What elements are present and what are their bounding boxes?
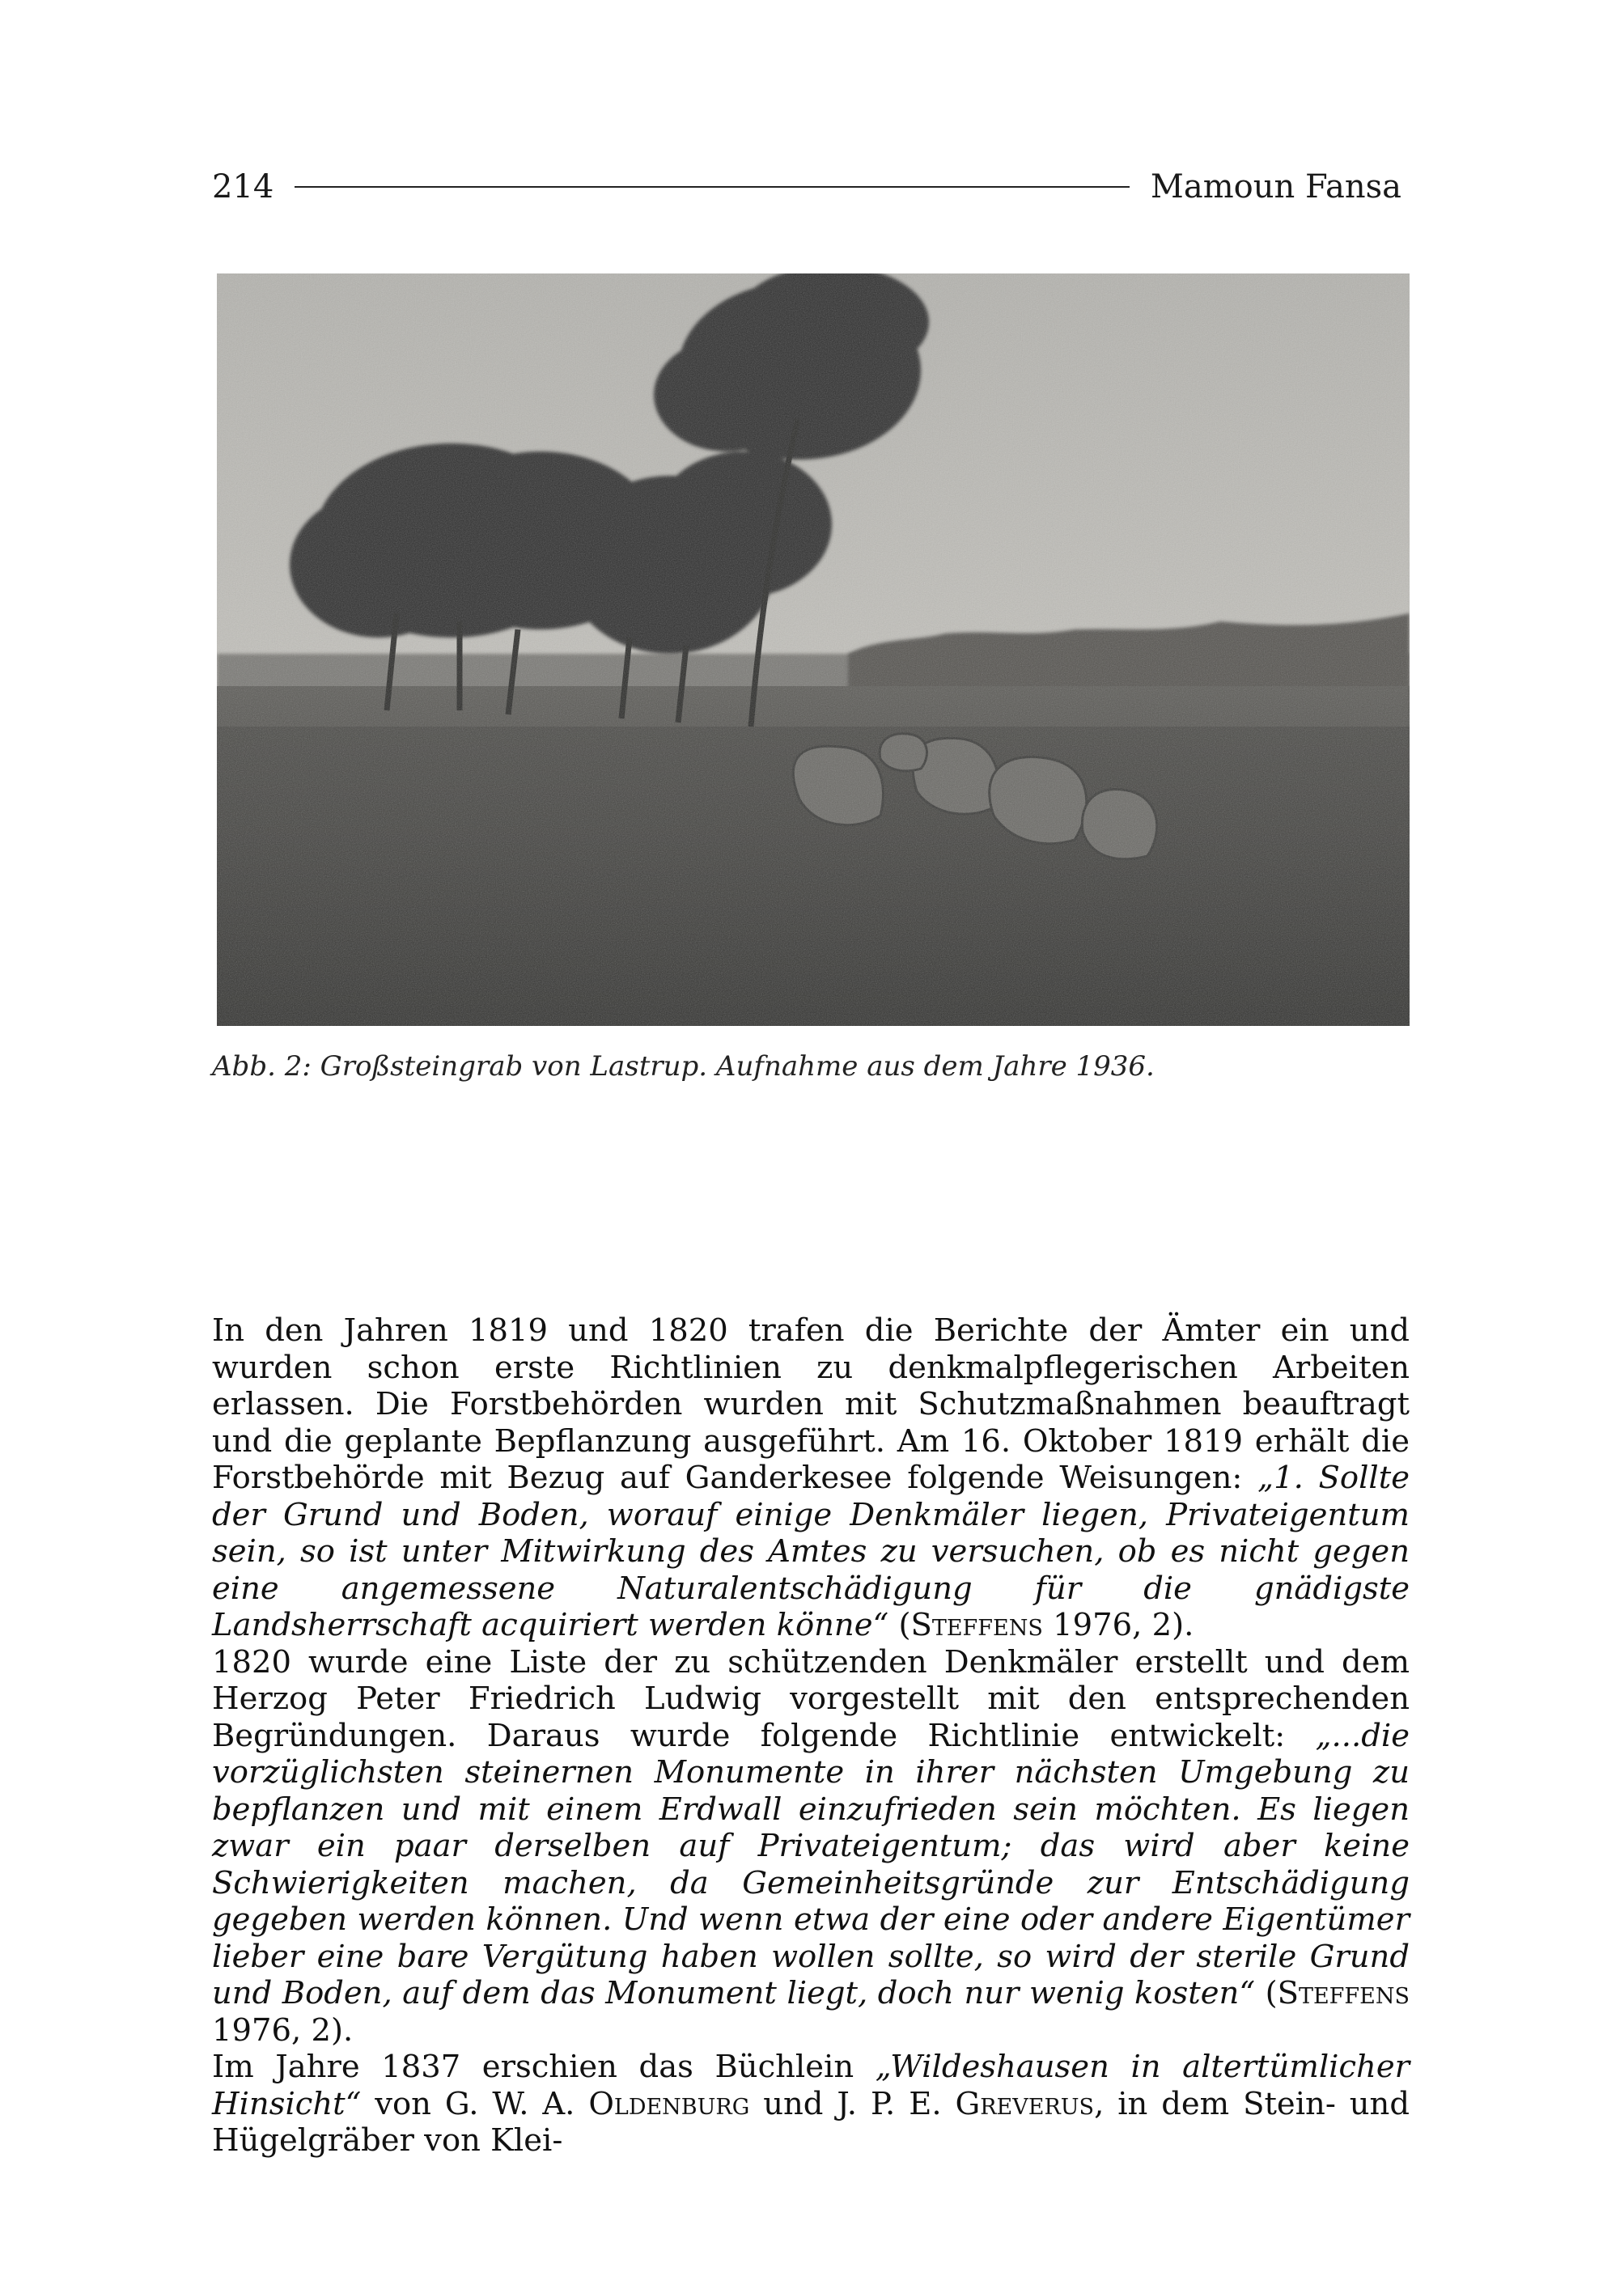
figure-caption: Abb. 2: Großsteingrab von Lastrup. Aufnahme aus dem Jahre 1936.: [212, 1050, 1155, 1083]
author-name: Mamoun Fansa: [1150, 168, 1401, 206]
book-title: „Wildeshausen in altertümlicher Hinsicht“: [212, 2049, 1410, 2122]
cited-author: Steffens: [1277, 1975, 1410, 2011]
header-rule: [295, 186, 1130, 188]
quotation: „1. Sollte der Grund und Boden, worauf einige Denkmäler liegen, Privateigentum sein, so ist unter Mitwirkung des Amtes zu versuchen, ob es nicht gegen eine angemessene Naturalentschädigung für die gnädigste Landsherrschaft acquiriert werden könne“: [212, 1460, 1410, 1643]
paragraph-2: [212, 1644, 1410, 2049]
text-segment: 1976, 2).: [1042, 1607, 1194, 1643]
text-segment: 1976, 2).: [212, 2011, 354, 2049]
text-segment: In den Jahren 1819 und 1820 trafen die Berichte der Ämter ein und wurden schon erste Richtlinien zu denkmalpflegerischen Arbeiten erlassen. Die Forstbehörden wurden mit Schutzmaßnahmen beauftragt und die geplante Bepflanzung ausgeführt. Am 16. Oktober 1819 erhält die Forstbehörde mit Bezug auf Ganderkesee folgende Weisungen:: [212, 1312, 1410, 1496]
photo-illustration: [217, 273, 1410, 1026]
paragraph-3: [212, 2049, 1410, 2159]
text-segment: von G. W. A.: [361, 2085, 589, 2122]
text-segment: , in dem Stein- und Hügelgräber von Klei-: [212, 2085, 1410, 2159]
cited-author: Steffens: [910, 1607, 1043, 1643]
text-segment: Im Jahre 1837 erschien das Büchlein: [212, 2049, 876, 2085]
text-segment: (: [1255, 1975, 1278, 2011]
cited-author: Greverus: [955, 2085, 1095, 2122]
body-text: [212, 1312, 1410, 2159]
quotation: „...die vorzüglichsten steinernen Monumente in ihrer nächsten Umgebung zu bepflanzen und mit einem Erdwall einzufrieden sein möchten. Es liegen zwar ein paar derselben auf Privateigentum; das wird aber keine Schwierigkeiten machen, da Gemeinheitsgründe zur Entschädigung gegeben werden können. Und wenn etwa der eine oder andere Eigentümer lieber eine bare Vergütung haben wollen sollte, so wird der sterile Grund und Boden, auf dem das Monument liegt, doch nur wenig kosten“: [212, 1717, 1410, 2011]
text-segment: (: [888, 1607, 911, 1643]
text-segment: und J. P. E.: [749, 2085, 956, 2122]
cited-author: Oldenburg: [588, 2085, 750, 2122]
page-number: 214: [212, 168, 274, 206]
running-head: [212, 159, 1401, 215]
paragraph-1: [212, 1312, 1410, 1644]
photograph-megalithic-grave: [217, 273, 1410, 1026]
text-segment: 1820 wurde eine Liste der zu schützenden Denkmäler erstellt und dem Herzog Peter Friedrich Ludwig vorgestellt mit den entsprechenden Begründungen. Daraus wurde folgende Richtlinie entwickelt:: [212, 1643, 1410, 1754]
